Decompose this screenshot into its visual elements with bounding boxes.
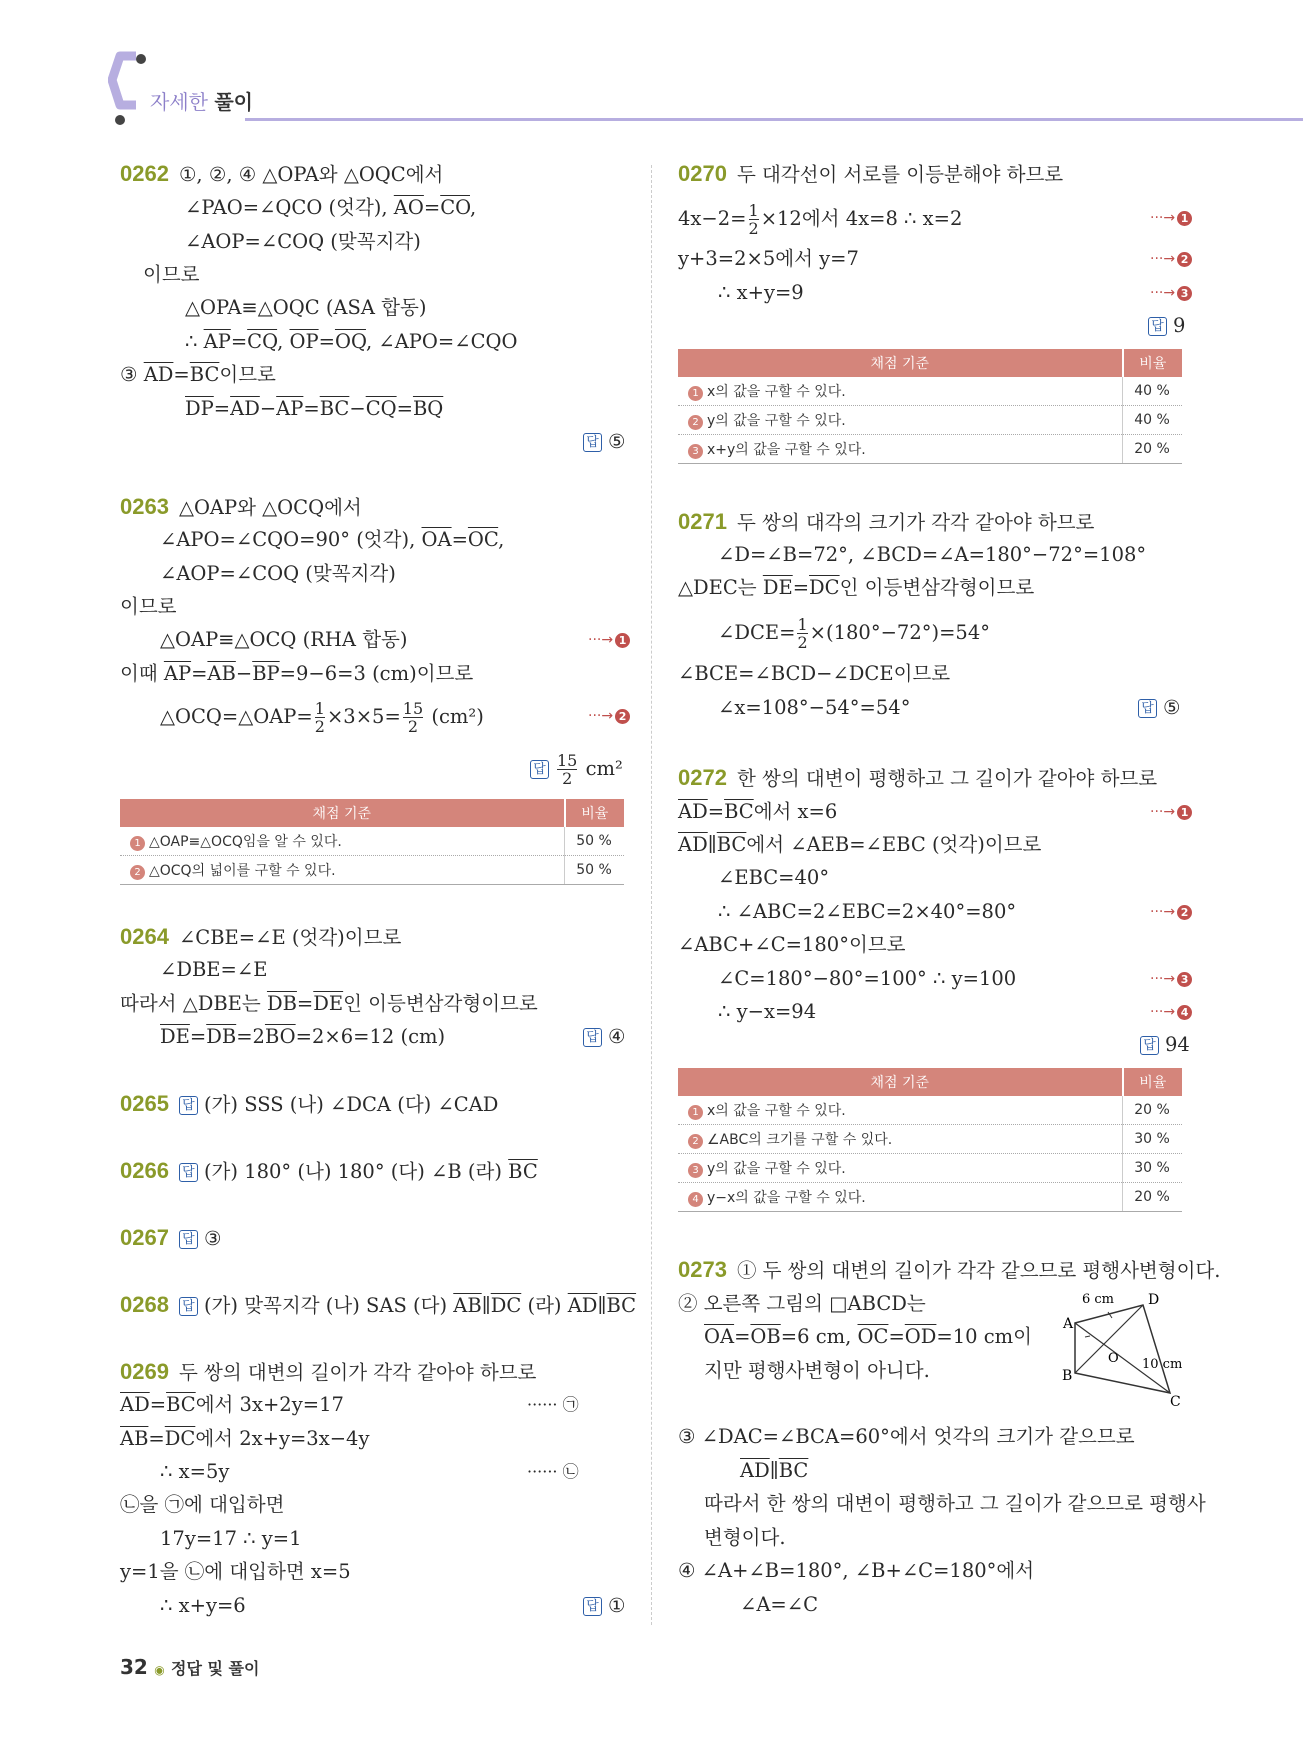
answer: 답 ① <box>583 1594 625 1618</box>
answer: 답 ⑤ <box>583 430 625 454</box>
problem-0265: 0265 답 (가) SSS (나) ∠DCA (다) ∠CAD <box>120 1091 499 1116</box>
answer: 답 ⑤ <box>1138 696 1180 720</box>
problem-0266: 0266 답 (가) 180° (나) 180° (다) ∠B (라) $\overline{BC}$ <box>120 1158 538 1183</box>
svg-text:10 cm: 10 cm <box>1142 1357 1183 1372</box>
scoring-table: 채점 기준 비율 1 x의 값을 구할 수 있다. 40 % 2 y의 값을 구할 수 있다. 40 % 3 x+y의 값을 구할 수 있다. 20 % <box>678 349 1182 464</box>
problem-0267: 0267 답 ③ <box>120 1225 222 1250</box>
footer-text: 정답 및 풀이 <box>171 1659 260 1678</box>
page-number: 32 <box>120 1655 148 1679</box>
scoring-table: 채점 기준 비율 1 x의 값을 구할 수 있다. 20 % 2 ∠ABC의 크기를 구할 수 있다. 30 % 3 y의 값을 구할 수 있다. 30 % 4 y−x의 값을 구할 수 있다. 20 % <box>678 1068 1182 1212</box>
svg-text:O: O <box>1108 1351 1119 1366</box>
problem-0268: 0268 답 (가) 맞꼭지각 (나) SAS (다) $\overline{AB}\parallel\overline{DC}$ (라) $\overline{AD}\parallel\overline{BC}$ <box>120 1292 637 1317</box>
footer: 32 ◉ 정답 및 풀이 <box>120 1655 260 1679</box>
header-title-bold: 풀이 <box>214 90 253 114</box>
column-divider <box>651 165 652 1625</box>
answer: 답 $\frac{15}{2}$ cm² <box>530 752 623 787</box>
answer: 답 9 <box>1148 314 1185 338</box>
header-title-light: 자세한 <box>150 90 208 114</box>
svg-text:6 cm: 6 cm <box>1082 1292 1115 1307</box>
svg-text:A: A <box>1063 1316 1074 1332</box>
svg-text:B: B <box>1062 1368 1073 1384</box>
scoring-table: 채점 기준 비율 1 △OAP≡△OCQ임을 알 수 있다. 50 % 2 △OCQ의 넓이를 구할 수 있다. 50 % <box>120 799 624 885</box>
svg-text:D: D <box>1148 1292 1160 1308</box>
answer: 답 94 <box>1140 1033 1190 1057</box>
bee-decoration-icon <box>108 50 148 130</box>
problem-number: 0262 <box>120 161 169 186</box>
header-rule <box>245 118 1303 121</box>
problem-number: 0263 <box>120 494 169 519</box>
answer: 답 ④ <box>583 1025 625 1049</box>
svg-text:C: C <box>1170 1394 1181 1410</box>
quadrilateral-figure <box>1060 1288 1185 1413</box>
